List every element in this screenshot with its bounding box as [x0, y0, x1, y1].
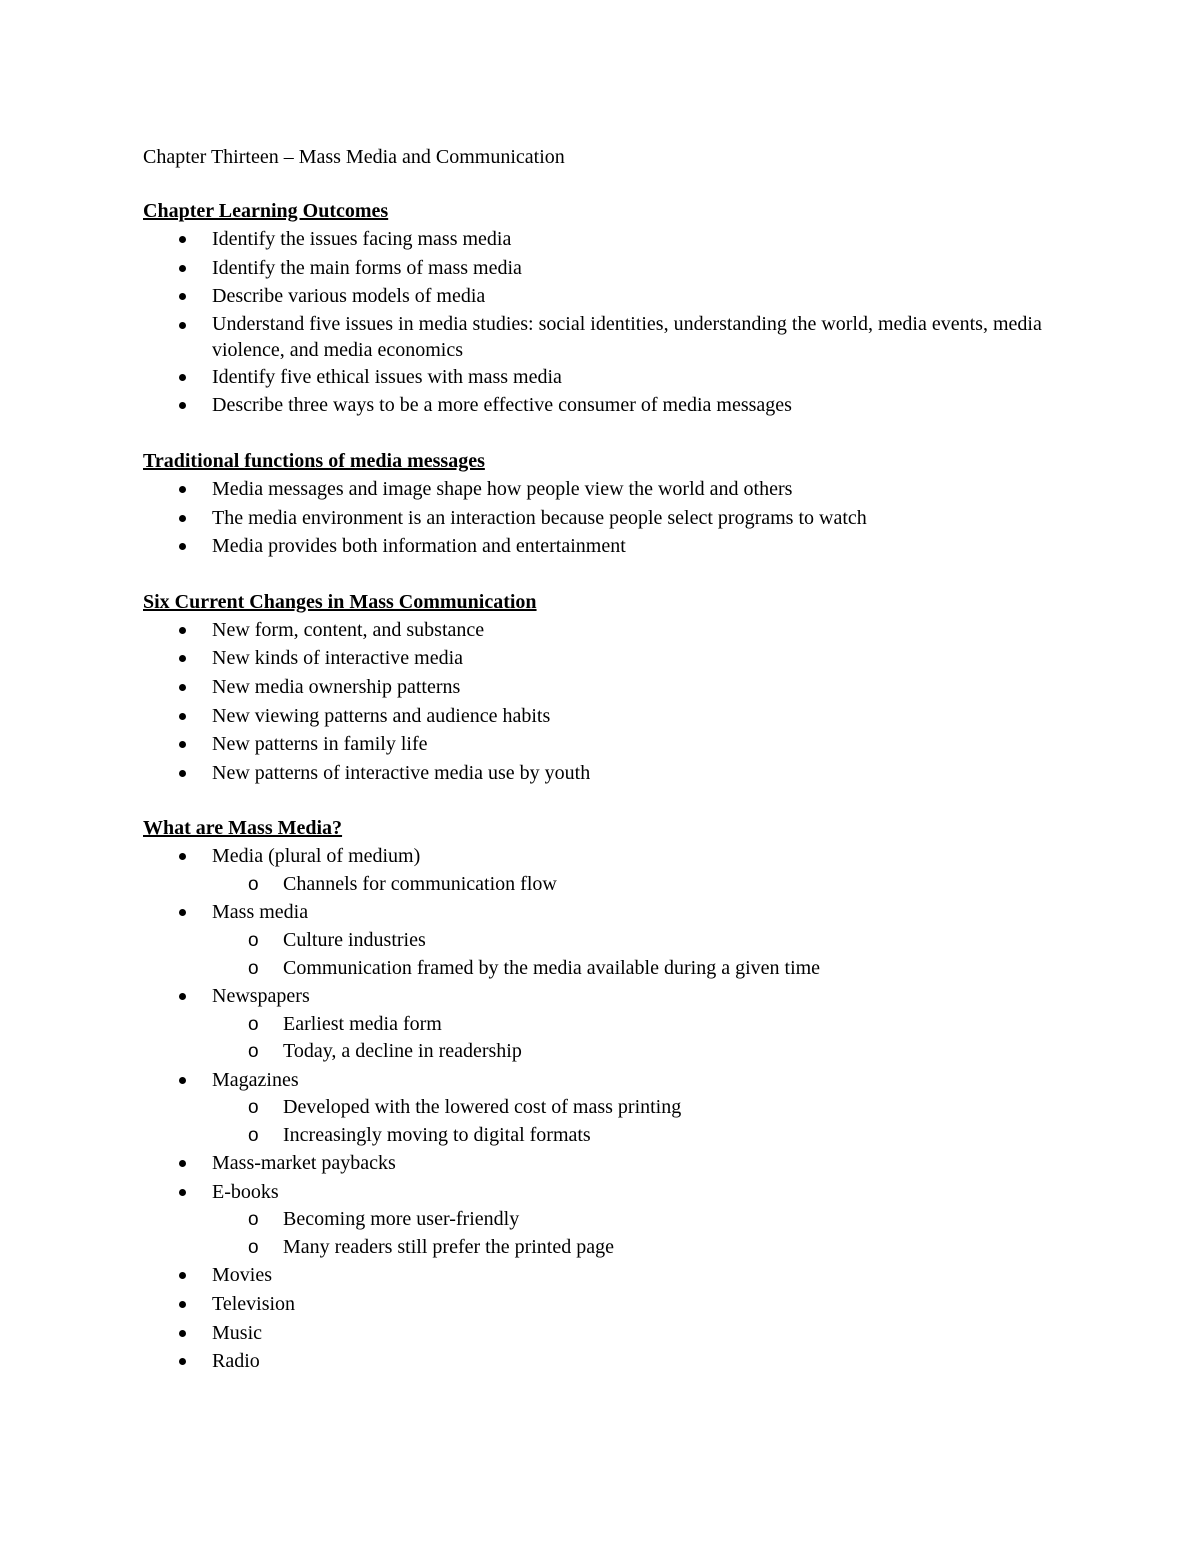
sub-list	[212, 927, 1063, 982]
list-item	[143, 1319, 1063, 1348]
sub-bullet-icon: o	[248, 1013, 259, 1035]
bullet-icon	[179, 741, 186, 748]
list-item-text: Describe various models of media	[212, 285, 486, 308]
bullet-icon	[179, 909, 186, 916]
bullet-list	[143, 475, 1063, 561]
list-item	[143, 616, 1063, 645]
list-item-text: Newspapers	[212, 985, 310, 1007]
sub-list-item	[212, 1206, 1063, 1234]
list-item	[143, 898, 1063, 982]
sub-list-item-text: Increasingly moving to digital formats	[283, 1123, 591, 1146]
list-item	[143, 1347, 1063, 1376]
bullet-icon	[179, 684, 186, 691]
list-item	[143, 311, 1063, 363]
list-item-text: The media environment is an interaction because people select programs to watch	[212, 506, 867, 529]
bullet-icon	[179, 1301, 186, 1308]
sub-bullet-icon: o	[248, 1124, 259, 1146]
sub-bullet-icon: o	[248, 1209, 259, 1231]
list-item	[143, 282, 1063, 311]
section-heading: Traditional functions of media messages	[143, 449, 485, 472]
bullet-list	[143, 225, 1063, 420]
sub-list	[212, 1206, 1063, 1261]
sub-list-item-text: Today, a decline in readership	[283, 1040, 522, 1063]
sub-list-item-text: Channels for communication flow	[283, 872, 557, 895]
sub-list-item	[212, 927, 1063, 955]
section-traditional-functions	[143, 447, 1063, 561]
list-item	[143, 730, 1063, 759]
sub-list-item-text: Culture industries	[283, 929, 426, 951]
bullet-icon	[179, 1330, 186, 1337]
bullet-list	[143, 616, 1063, 788]
list-item-text: Understand five issues in media studies: social identities, understanding the world, media events, media violence, and media economics	[212, 312, 1042, 361]
list-item	[143, 363, 1063, 392]
list-item-text: Radio	[212, 1350, 260, 1373]
sub-list-item	[212, 1011, 1063, 1039]
bullet-icon	[179, 655, 186, 662]
sub-bullet-icon: o	[248, 930, 259, 951]
list-item	[143, 1066, 1063, 1150]
sub-bullet-icon: o	[248, 1097, 259, 1119]
list-item	[143, 225, 1063, 254]
bullet-icon	[179, 1272, 186, 1279]
list-item	[143, 532, 1063, 561]
sub-list-item-text: Developed with the lowered cost of mass printing	[283, 1096, 682, 1119]
sub-list-item-text: Becoming more user-friendly	[283, 1208, 520, 1231]
sub-list-item	[212, 871, 1063, 899]
sub-list-item-text: Earliest media form	[283, 1012, 442, 1035]
bullet-icon	[179, 1077, 186, 1084]
list-item	[143, 702, 1063, 731]
bullet-icon	[179, 713, 186, 720]
sub-list-item	[212, 1094, 1063, 1122]
list-item	[143, 644, 1063, 673]
list-item-text: Identify the issues facing mass media	[212, 228, 512, 250]
list-item	[143, 475, 1063, 504]
bullet-icon	[179, 236, 186, 243]
sub-bullet-icon: o	[248, 1236, 259, 1258]
bullet-icon	[179, 515, 186, 522]
list-item-text: Media messages and image shape how people view the world and others	[212, 477, 793, 500]
section-heading: Six Current Changes in Mass Communication	[143, 590, 537, 613]
bullet-icon	[179, 627, 186, 634]
bullet-list	[143, 842, 1063, 1375]
bullet-icon	[179, 853, 186, 860]
list-item-text: Describe three ways to be a more effective consumer of media messages	[212, 394, 792, 417]
list-item	[143, 391, 1063, 420]
sub-list-item-text: Communication framed by the media available during a given time	[283, 956, 821, 979]
list-item-text: Magazines	[212, 1068, 299, 1091]
bullet-icon	[179, 1189, 186, 1196]
list-item-text: Media (plural of medium)	[212, 845, 421, 868]
list-item-text: Movies	[212, 1264, 272, 1287]
bullet-icon	[179, 543, 186, 550]
section-heading: What are Mass Media?	[143, 817, 343, 840]
list-item-text: E-books	[212, 1180, 279, 1203]
list-item-text: New patterns in family life	[212, 733, 428, 756]
sub-bullet-icon: o	[248, 1041, 259, 1063]
sub-list-item	[212, 1038, 1063, 1066]
list-item-text: Television	[212, 1292, 296, 1315]
list-item	[143, 1149, 1063, 1178]
list-item-text: New form, content, and substance	[212, 618, 485, 641]
bullet-icon	[179, 374, 186, 381]
sub-list	[212, 1094, 1063, 1149]
list-item-text: Media provides both information and entertainment	[212, 535, 626, 558]
bullet-icon	[179, 770, 186, 777]
list-item-text: Identify the main forms of mass media	[212, 256, 522, 279]
list-item	[143, 1290, 1063, 1319]
bullet-icon	[179, 265, 186, 272]
list-item-text: Mass media	[212, 901, 309, 924]
list-item	[143, 504, 1063, 533]
list-item	[143, 1178, 1063, 1262]
bullet-icon	[179, 1358, 186, 1365]
sub-list-item	[212, 1234, 1063, 1262]
bullet-icon	[179, 1160, 186, 1167]
bullet-icon	[179, 402, 186, 409]
section-what-are-mass-media	[143, 814, 1063, 1375]
list-item	[143, 842, 1063, 898]
sub-list-item	[212, 1122, 1063, 1150]
list-item	[143, 759, 1063, 788]
sub-bullet-icon: o	[248, 957, 259, 979]
section-six-changes	[143, 588, 1063, 788]
document-title: Chapter Thirteen – Mass Media and Communication	[143, 146, 565, 168]
list-item	[143, 254, 1063, 283]
sub-bullet-icon: o	[248, 873, 259, 895]
list-item-text: Identify five ethical issues with mass media	[212, 365, 562, 388]
list-item	[143, 673, 1063, 702]
bullet-icon	[179, 486, 186, 493]
list-item	[143, 982, 1063, 1066]
sub-list	[212, 871, 1063, 899]
list-item-text: New media ownership patterns	[212, 675, 461, 698]
section-learning-outcomes	[143, 197, 1063, 420]
list-item-text: Music	[212, 1321, 262, 1344]
list-item-text: New viewing patterns and audience habits	[212, 704, 551, 727]
sub-list-item-text: Many readers still prefer the printed page	[283, 1235, 614, 1258]
section-heading: Chapter Learning Outcomes	[143, 200, 389, 222]
bullet-icon	[179, 322, 186, 329]
list-item-text: Mass-market paybacks	[212, 1152, 396, 1175]
sub-list	[212, 1011, 1063, 1066]
document-page	[143, 143, 1063, 1403]
bullet-icon	[179, 293, 186, 300]
list-item-text: New kinds of interactive media	[212, 647, 464, 670]
list-item-text: New patterns of interactive media use by youth	[212, 761, 591, 784]
sub-list-item	[212, 955, 1063, 983]
bullet-icon	[179, 993, 186, 1000]
list-item	[143, 1261, 1063, 1290]
